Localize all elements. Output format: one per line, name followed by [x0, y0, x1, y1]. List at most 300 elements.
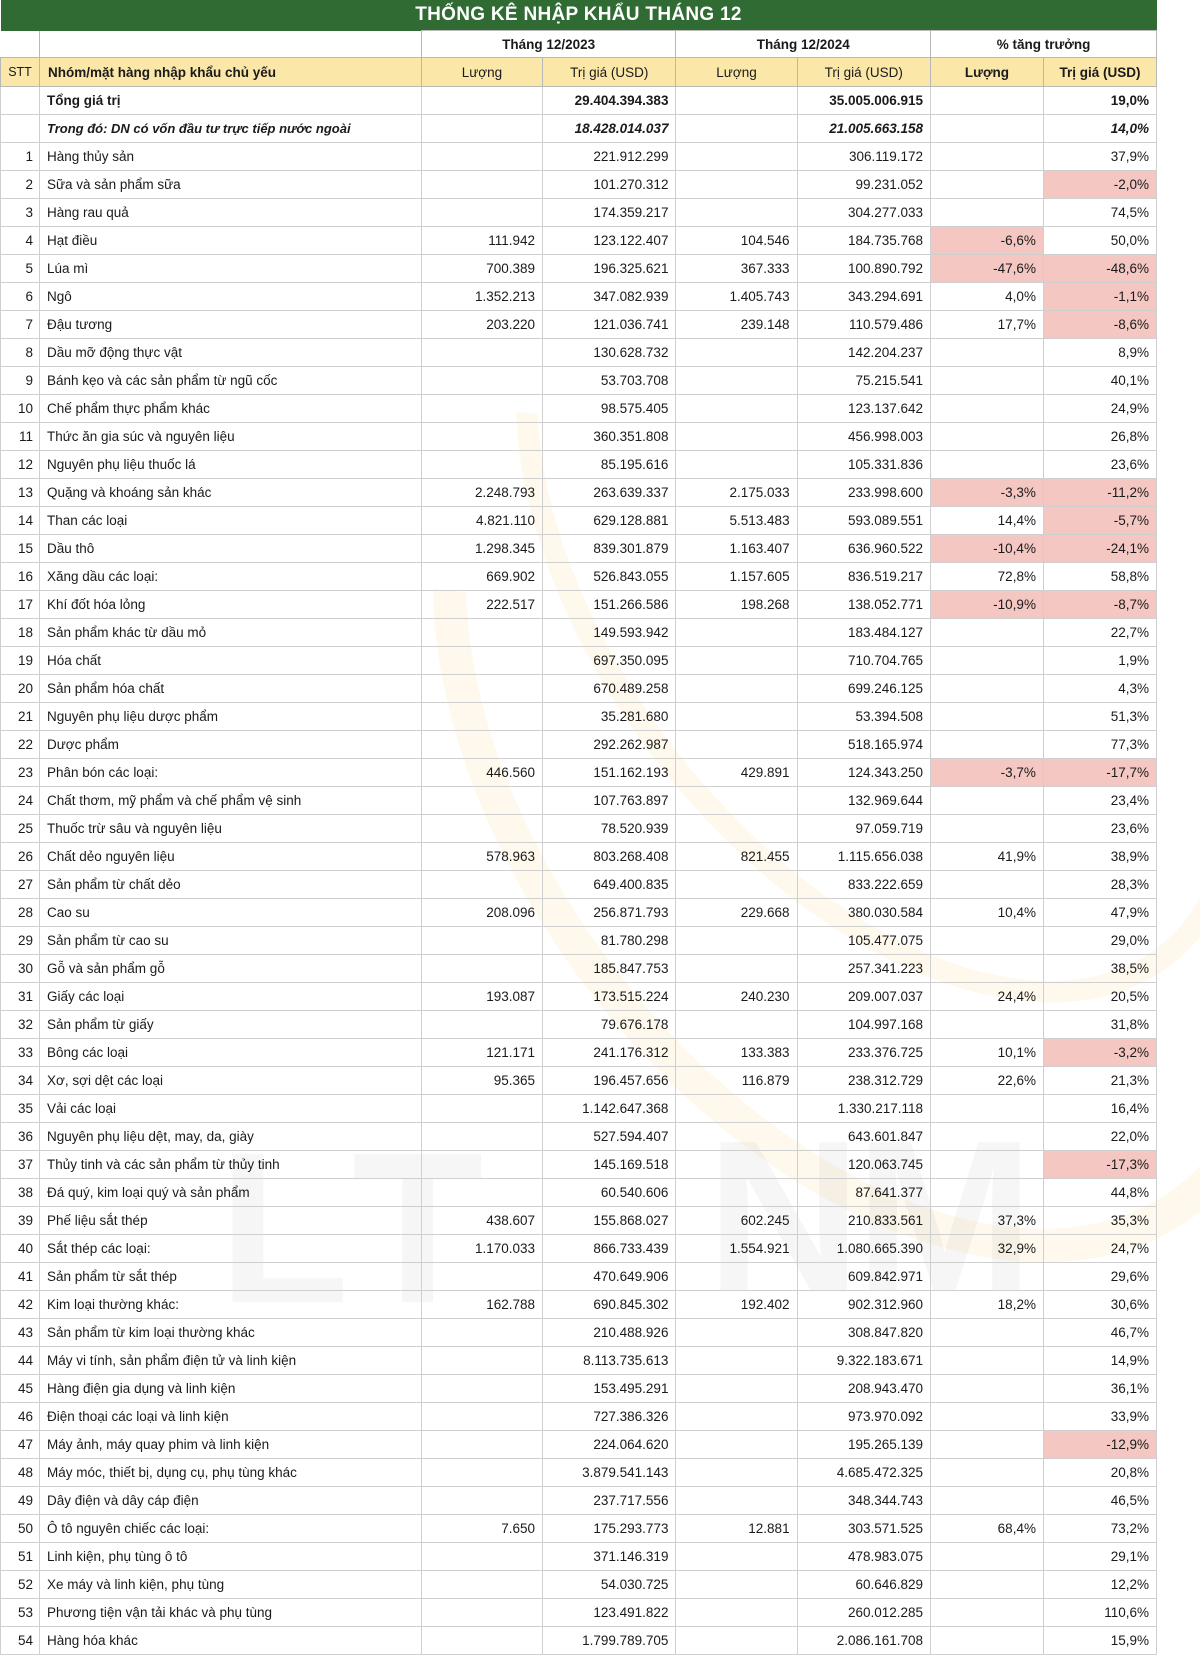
row-value-2024: 973.970.092 [797, 1403, 930, 1431]
row-growth-qty [931, 367, 1044, 395]
row-qty-2024 [676, 1571, 797, 1599]
row-value-2024: 238.312.729 [797, 1067, 930, 1095]
row-item-name: Ô tô nguyên chiếc các loại: [40, 1515, 422, 1543]
row-item-name: Thuốc trừ sâu và nguyên liệu [40, 815, 422, 843]
row-growth-qty [931, 871, 1044, 899]
row-value-2023: 149.593.942 [543, 619, 676, 647]
row-value-2024: 100.890.792 [797, 255, 930, 283]
row-value-2024: 184.735.768 [797, 227, 930, 255]
header-group-blank-name [40, 31, 422, 58]
row-qty-2023: 1.298.345 [421, 535, 542, 563]
row-qty-2023 [421, 787, 542, 815]
row-index: 33 [1, 1039, 40, 1067]
table-row [1, 143, 1157, 171]
row-growth-value: 29,1% [1043, 1543, 1156, 1571]
header-group-2024: Tháng 12/2024 [676, 31, 931, 58]
header-group-growth: % tăng trưởng [931, 31, 1157, 58]
row-index: 18 [1, 619, 40, 647]
row-qty-2023 [421, 1543, 542, 1571]
row-growth-value: 46,5% [1043, 1487, 1156, 1515]
row-qty-2023: 203.220 [421, 311, 542, 339]
row-growth-qty: 72,8% [931, 563, 1044, 591]
row-index: 26 [1, 843, 40, 871]
row-value-2023: 727.386.326 [543, 1403, 676, 1431]
row-qty-2024 [676, 1151, 797, 1179]
row-item-name: Hàng điện gia dụng và linh kiện [40, 1375, 422, 1403]
row-item-name: Nguyên phụ liệu dệt, may, da, giày [40, 1123, 422, 1151]
row-growth-value: -2,0% [1043, 171, 1156, 199]
row-item-name: Gỗ và sản phẩm gỗ [40, 955, 422, 983]
row-index: 3 [1, 199, 40, 227]
table-row [1, 591, 1157, 619]
row-value-2023: 526.843.055 [543, 563, 676, 591]
row-value-2024: 210.833.561 [797, 1207, 930, 1235]
row-value-2023: 85.195.616 [543, 451, 676, 479]
row-value-2024: 35.005.006.915 [797, 87, 930, 115]
row-value-2023: 292.262.987 [543, 731, 676, 759]
row-growth-value: 14,9% [1043, 1347, 1156, 1375]
row-qty-2023 [421, 1319, 542, 1347]
row-item-name: Lúa mì [40, 255, 422, 283]
row-growth-qty: 10,4% [931, 899, 1044, 927]
row-value-2023: 151.162.193 [543, 759, 676, 787]
title-banner-row [1, 0, 1157, 31]
row-growth-value: 74,5% [1043, 199, 1156, 227]
row-growth-value: 22,0% [1043, 1123, 1156, 1151]
row-value-2023: 839.301.879 [543, 535, 676, 563]
table-row [1, 983, 1157, 1011]
row-growth-qty: 32,9% [931, 1235, 1044, 1263]
row-growth-qty: 17,7% [931, 311, 1044, 339]
table-row [1, 899, 1157, 927]
row-qty-2024 [676, 731, 797, 759]
row-growth-qty [931, 675, 1044, 703]
table-row [1, 675, 1157, 703]
row-value-2024: 833.222.659 [797, 871, 930, 899]
table-row [1, 311, 1157, 339]
row-item-name: Chất dẻo nguyên liệu [40, 843, 422, 871]
row-qty-2023: 222.517 [421, 591, 542, 619]
row-index: 5 [1, 255, 40, 283]
row-item-name: Kim loại thường khác: [40, 1291, 422, 1319]
row-growth-value: 36,1% [1043, 1375, 1156, 1403]
table-row [1, 759, 1157, 787]
row-value-2024: 902.312.960 [797, 1291, 930, 1319]
header-item-name: Nhóm/mặt hàng nhập khẩu chủ yếu [40, 58, 422, 87]
row-index: 34 [1, 1067, 40, 1095]
row-value-2024: 4.685.472.325 [797, 1459, 930, 1487]
row-growth-qty [931, 1151, 1044, 1179]
table-row [1, 1263, 1157, 1291]
row-item-name: Hạt điều [40, 227, 422, 255]
page-title: THỐNG KÊ NHẬP KHẨU THÁNG 12 [1, 0, 1157, 31]
table-row [1, 647, 1157, 675]
row-index: 35 [1, 1095, 40, 1123]
row-qty-2023 [421, 1263, 542, 1291]
row-qty-2024 [676, 815, 797, 843]
row-growth-value: -1,1% [1043, 283, 1156, 311]
row-value-2024: 343.294.691 [797, 283, 930, 311]
row-growth-value: 51,3% [1043, 703, 1156, 731]
row-qty-2024: 116.879 [676, 1067, 797, 1095]
row-value-2024: 183.484.127 [797, 619, 930, 647]
table-row-total [1, 87, 1157, 115]
row-value-2024: 260.012.285 [797, 1599, 930, 1627]
row-item-name: Sắt thép các loại: [40, 1235, 422, 1263]
header-group-blank-stt [1, 31, 40, 58]
row-value-2023: 371.146.319 [543, 1543, 676, 1571]
row-value-2023: 1.142.647.368 [543, 1095, 676, 1123]
row-growth-qty: 24,4% [931, 983, 1044, 1011]
row-growth-qty [931, 199, 1044, 227]
row-qty-2023 [421, 703, 542, 731]
table-row [1, 871, 1157, 899]
row-item-name: Than các loại [40, 507, 422, 535]
row-growth-qty [931, 815, 1044, 843]
row-qty-2023: 438.607 [421, 1207, 542, 1235]
row-growth-qty: 37,3% [931, 1207, 1044, 1235]
row-growth-value: -3,2% [1043, 1039, 1156, 1067]
row-value-2024: 142.204.237 [797, 339, 930, 367]
row-value-2023: 803.268.408 [543, 843, 676, 871]
row-index: 12 [1, 451, 40, 479]
table-row [1, 283, 1157, 311]
row-value-2024: 97.059.719 [797, 815, 930, 843]
row-value-2024: 1.115.656.038 [797, 843, 930, 871]
row-value-2023: 224.064.620 [543, 1431, 676, 1459]
row-index: 4 [1, 227, 40, 255]
table-row [1, 535, 1157, 563]
row-qty-2024 [676, 143, 797, 171]
row-growth-value: 29,0% [1043, 927, 1156, 955]
row-index: 6 [1, 283, 40, 311]
row-growth-value: 16,4% [1043, 1095, 1156, 1123]
row-index: 19 [1, 647, 40, 675]
row-qty-2023 [421, 87, 542, 115]
row-item-name: Cao su [40, 899, 422, 927]
row-value-2024: 2.086.161.708 [797, 1627, 930, 1655]
table-row [1, 1207, 1157, 1235]
row-item-name: Máy móc, thiết bị, dụng cụ, phụ tùng khác [40, 1459, 422, 1487]
row-qty-2024: 192.402 [676, 1291, 797, 1319]
row-value-2023: 35.281.680 [543, 703, 676, 731]
row-growth-value: -5,7% [1043, 507, 1156, 535]
table-row [1, 479, 1157, 507]
row-value-2023: 241.176.312 [543, 1039, 676, 1067]
row-growth-qty [931, 647, 1044, 675]
row-growth-value: 23,6% [1043, 451, 1156, 479]
row-qty-2024 [676, 1599, 797, 1627]
row-qty-2024 [676, 199, 797, 227]
row-qty-2024: 821.455 [676, 843, 797, 871]
row-growth-value: 46,7% [1043, 1319, 1156, 1347]
row-value-2024: 609.842.971 [797, 1263, 930, 1291]
row-qty-2024 [676, 1459, 797, 1487]
table-row [1, 1571, 1157, 1599]
row-value-2023: 470.649.906 [543, 1263, 676, 1291]
row-growth-value: -17,3% [1043, 1151, 1156, 1179]
row-growth-qty: -10,4% [931, 535, 1044, 563]
row-value-2023: 54.030.725 [543, 1571, 676, 1599]
row-growth-qty [931, 731, 1044, 759]
row-value-2023: 155.868.027 [543, 1207, 676, 1235]
row-qty-2023 [421, 1123, 542, 1151]
row-value-2024: 257.341.223 [797, 955, 930, 983]
row-qty-2024 [676, 1095, 797, 1123]
row-growth-value: 29,6% [1043, 1263, 1156, 1291]
row-value-2023: 196.325.621 [543, 255, 676, 283]
header-qty-2024: Lượng [676, 58, 797, 87]
table-row-fdi [1, 115, 1157, 143]
row-qty-2024: 367.333 [676, 255, 797, 283]
row-qty-2023: 121.171 [421, 1039, 542, 1067]
row-growth-value: -48,6% [1043, 255, 1156, 283]
table-row [1, 423, 1157, 451]
row-growth-value: -24,1% [1043, 535, 1156, 563]
row-growth-value: 23,6% [1043, 815, 1156, 843]
row-item-name: Bông các loại [40, 1039, 422, 1067]
row-growth-qty [931, 1459, 1044, 1487]
table-row [1, 1487, 1157, 1515]
row-qty-2024 [676, 1011, 797, 1039]
row-qty-2024 [676, 115, 797, 143]
row-qty-2024 [676, 927, 797, 955]
row-qty-2023 [421, 423, 542, 451]
row-item-name: Phương tiện vận tải khác và phụ tùng [40, 1599, 422, 1627]
row-index: 2 [1, 171, 40, 199]
row-item-name: Xăng dầu các loại: [40, 563, 422, 591]
row-growth-qty: 41,9% [931, 843, 1044, 871]
row-qty-2023 [421, 143, 542, 171]
row-qty-2023: 4.821.110 [421, 507, 542, 535]
row-qty-2024 [676, 1487, 797, 1515]
row-index: 10 [1, 395, 40, 423]
row-growth-value: 8,9% [1043, 339, 1156, 367]
row-index: 30 [1, 955, 40, 983]
row-qty-2023 [421, 1459, 542, 1487]
row-index: 1 [1, 143, 40, 171]
row-growth-value: 24,9% [1043, 395, 1156, 423]
row-qty-2023 [421, 1431, 542, 1459]
row-index: 9 [1, 367, 40, 395]
row-qty-2023: 1.352.213 [421, 283, 542, 311]
row-value-2024: 53.394.508 [797, 703, 930, 731]
table-row [1, 955, 1157, 983]
row-qty-2024 [676, 787, 797, 815]
row-growth-qty: -10,9% [931, 591, 1044, 619]
row-index: 8 [1, 339, 40, 367]
row-index: 45 [1, 1375, 40, 1403]
row-index: 23 [1, 759, 40, 787]
row-item-name: Phế liệu sắt thép [40, 1207, 422, 1235]
row-growth-qty [931, 1179, 1044, 1207]
table-body [1, 87, 1157, 1655]
row-growth-qty: -47,6% [931, 255, 1044, 283]
row-value-2024: 105.477.075 [797, 927, 930, 955]
row-qty-2024 [676, 1627, 797, 1655]
row-growth-qty [931, 143, 1044, 171]
row-growth-value: 30,6% [1043, 1291, 1156, 1319]
row-index: 48 [1, 1459, 40, 1487]
row-item-name: Sản phẩm từ sắt thép [40, 1263, 422, 1291]
row-growth-qty: 18,2% [931, 1291, 1044, 1319]
row-qty-2024: 1.163.407 [676, 535, 797, 563]
row-value-2024: 105.331.836 [797, 451, 930, 479]
row-growth-value: 44,8% [1043, 1179, 1156, 1207]
row-growth-value: 58,8% [1043, 563, 1156, 591]
row-value-2023: 347.082.939 [543, 283, 676, 311]
row-value-2023: 256.871.793 [543, 899, 676, 927]
header-growth-qty: Lượng [931, 58, 1044, 87]
row-growth-value: 40,1% [1043, 367, 1156, 395]
row-value-2024: 124.343.250 [797, 759, 930, 787]
row-item-name: Hàng thủy sản [40, 143, 422, 171]
row-growth-qty [931, 1263, 1044, 1291]
table-row [1, 815, 1157, 843]
row-index: 36 [1, 1123, 40, 1151]
row-qty-2024 [676, 703, 797, 731]
row-value-2024: 75.215.541 [797, 367, 930, 395]
table-row [1, 843, 1157, 871]
row-value-2023: 107.763.897 [543, 787, 676, 815]
row-item-name: Nguyên phụ liệu dược phẩm [40, 703, 422, 731]
row-qty-2023 [421, 619, 542, 647]
row-qty-2024: 5.513.483 [676, 507, 797, 535]
row-item-name: Ngô [40, 283, 422, 311]
row-value-2023: 173.515.224 [543, 983, 676, 1011]
row-qty-2024 [676, 339, 797, 367]
row-value-2024: 99.231.052 [797, 171, 930, 199]
row-growth-qty [931, 1319, 1044, 1347]
row-growth-value: 21,3% [1043, 1067, 1156, 1095]
row-growth-value: 22,7% [1043, 619, 1156, 647]
row-growth-qty [931, 339, 1044, 367]
row-growth-qty [931, 1487, 1044, 1515]
row-qty-2024: 12.881 [676, 1515, 797, 1543]
row-growth-value: 33,9% [1043, 1403, 1156, 1431]
row-item-name: Sữa và sản phẩm sữa [40, 171, 422, 199]
table-row [1, 507, 1157, 535]
header-qty-2023: Lượng [421, 58, 542, 87]
row-qty-2023 [421, 731, 542, 759]
row-qty-2023 [421, 171, 542, 199]
row-value-2024: 120.063.745 [797, 1151, 930, 1179]
row-value-2023: 263.639.337 [543, 479, 676, 507]
table-row [1, 787, 1157, 815]
row-growth-value: 31,8% [1043, 1011, 1156, 1039]
row-qty-2024 [676, 1319, 797, 1347]
row-item-name: Trong đó: DN có vốn đầu tư trực tiếp nước ngoài [40, 115, 422, 143]
row-qty-2023 [421, 1627, 542, 1655]
row-index: 47 [1, 1431, 40, 1459]
table-row [1, 731, 1157, 759]
header-group-2023: Tháng 12/2023 [421, 31, 676, 58]
row-growth-value: -8,6% [1043, 311, 1156, 339]
row-item-name: Máy vi tính, sản phẩm điện tử và linh kiện [40, 1347, 422, 1375]
table-row [1, 171, 1157, 199]
row-value-2024: 233.376.725 [797, 1039, 930, 1067]
row-qty-2023: 2.248.793 [421, 479, 542, 507]
row-index: 14 [1, 507, 40, 535]
row-qty-2024: 1.157.605 [676, 563, 797, 591]
row-index: 44 [1, 1347, 40, 1375]
table-row [1, 199, 1157, 227]
row-item-name: Hàng hóa khác [40, 1627, 422, 1655]
row-index: 46 [1, 1403, 40, 1431]
table-row [1, 563, 1157, 591]
row-index: 24 [1, 787, 40, 815]
header-value-2024: Trị giá (USD) [797, 58, 930, 87]
row-item-name: Linh kiện, phụ tùng ô tô [40, 1543, 422, 1571]
row-qty-2023: 446.560 [421, 759, 542, 787]
row-value-2024: 306.119.172 [797, 143, 930, 171]
table-row [1, 1095, 1157, 1123]
row-qty-2024 [676, 1263, 797, 1291]
row-growth-qty [931, 1123, 1044, 1151]
row-growth-value: 38,5% [1043, 955, 1156, 983]
table-row [1, 1319, 1157, 1347]
row-growth-value: 28,3% [1043, 871, 1156, 899]
row-value-2024: 478.983.075 [797, 1543, 930, 1571]
row-value-2023: 121.036.741 [543, 311, 676, 339]
row-growth-qty: 10,1% [931, 1039, 1044, 1067]
row-qty-2024 [676, 619, 797, 647]
table-row [1, 1543, 1157, 1571]
row-qty-2024: 198.268 [676, 591, 797, 619]
row-growth-qty [931, 1095, 1044, 1123]
row-value-2023: 3.879.541.143 [543, 1459, 676, 1487]
row-value-2024: 209.007.037 [797, 983, 930, 1011]
row-value-2023: 629.128.881 [543, 507, 676, 535]
row-item-name: Sản phẩm từ chất dẻo [40, 871, 422, 899]
row-index: 13 [1, 479, 40, 507]
row-growth-qty [931, 171, 1044, 199]
row-value-2023: 221.912.299 [543, 143, 676, 171]
row-growth-qty [931, 87, 1044, 115]
header-group-row [1, 31, 1157, 58]
row-value-2023: 101.270.312 [543, 171, 676, 199]
row-qty-2023 [421, 815, 542, 843]
row-value-2023: 130.628.732 [543, 339, 676, 367]
row-value-2023: 123.122.407 [543, 227, 676, 255]
row-qty-2024: 104.546 [676, 227, 797, 255]
row-growth-qty [931, 115, 1044, 143]
row-value-2023: 649.400.835 [543, 871, 676, 899]
row-value-2023: 1.799.789.705 [543, 1627, 676, 1655]
row-growth-value: 73,2% [1043, 1515, 1156, 1543]
row-growth-value: -8,7% [1043, 591, 1156, 619]
header-value-2023: Trị giá (USD) [543, 58, 676, 87]
row-value-2024: 303.571.525 [797, 1515, 930, 1543]
row-value-2024: 1.330.217.118 [797, 1095, 930, 1123]
row-value-2023: 360.351.808 [543, 423, 676, 451]
row-qty-2024: 1.405.743 [676, 283, 797, 311]
row-qty-2023 [421, 339, 542, 367]
row-growth-value: 12,2% [1043, 1571, 1156, 1599]
row-value-2024: 710.704.765 [797, 647, 930, 675]
row-qty-2023 [421, 927, 542, 955]
row-qty-2023 [421, 955, 542, 983]
row-index: 41 [1, 1263, 40, 1291]
row-index [1, 115, 40, 143]
row-qty-2023 [421, 395, 542, 423]
row-item-name: Dây điện và dây cáp điện [40, 1487, 422, 1515]
row-item-name: Bánh kẹo và các sản phẩm từ ngũ cốc [40, 367, 422, 395]
row-index: 38 [1, 1179, 40, 1207]
row-qty-2024 [676, 1375, 797, 1403]
row-growth-qty [931, 1347, 1044, 1375]
row-growth-qty: 14,4% [931, 507, 1044, 535]
